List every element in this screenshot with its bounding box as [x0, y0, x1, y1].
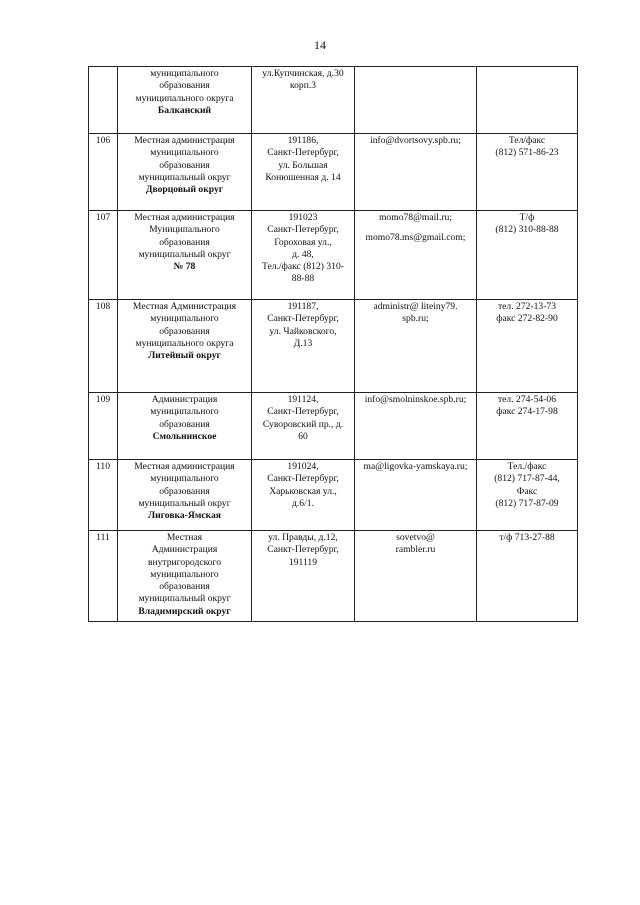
- address-line: 191187,: [287, 301, 319, 312]
- address-line: Санкт-Петербург,: [267, 406, 339, 418]
- phone-line: Тел./факс: [507, 461, 547, 472]
- name-line: Администрация: [151, 394, 218, 405]
- name-line: образования: [159, 325, 210, 337]
- address-cell: [252, 531, 355, 622]
- email-address: momo78.ms@gmail.com;: [365, 232, 466, 244]
- address-line: Тел./факс (812) 310-: [262, 261, 344, 273]
- name-line: муниципальный округ: [138, 248, 231, 260]
- phone-line: факс 274-17-98: [496, 406, 558, 418]
- address-line: д.6/1.: [292, 497, 314, 509]
- administrations-table: [88, 66, 578, 622]
- administration-name-cell: [118, 300, 252, 393]
- name-line: Местная администрация: [134, 212, 235, 223]
- address-line: ул. Чайковского,: [269, 325, 337, 337]
- email-address: info@smolninskoe.spb.ru;: [364, 394, 467, 405]
- name-line: муниципальный округ: [138, 497, 231, 509]
- name-line: Местная администрация: [134, 135, 235, 146]
- name-line: муниципального: [150, 68, 219, 79]
- address-line: 191186,: [287, 135, 319, 146]
- address-line: Санкт-Петербург,: [267, 544, 339, 556]
- name-line: образования: [159, 159, 210, 171]
- page-number: 14: [314, 38, 326, 52]
- address-line: ул. Правды, д.12,: [268, 532, 338, 543]
- address-line: Суворовский пр., д.: [262, 418, 344, 430]
- phone-line: т/ф 713-27-88: [499, 532, 555, 543]
- name-line: муниципального округа: [135, 337, 234, 349]
- email-cell: [355, 393, 477, 460]
- administration-name-cell: [118, 67, 252, 134]
- row-number: 107: [89, 211, 118, 300]
- email-cell: [355, 460, 477, 531]
- district-name: Лиговка-Ямская: [148, 510, 221, 522]
- name-line: муниципального: [150, 406, 219, 418]
- district-name: Балканский: [157, 104, 212, 116]
- name-line: Местная Администрация: [132, 301, 237, 312]
- address-line: 191024,: [287, 461, 319, 472]
- phone-cell: [477, 393, 578, 460]
- name-line: муниципального: [150, 147, 219, 159]
- address-line: Санкт-Петербург,: [267, 313, 339, 325]
- administration-name-cell: [118, 211, 252, 300]
- address-line: Санкт-Петербург,: [267, 147, 339, 159]
- name-line: Местная: [166, 532, 203, 543]
- row-number: 111: [89, 531, 118, 622]
- name-line: образования: [159, 485, 210, 497]
- address-cell: [252, 211, 355, 300]
- email-address: momo78@mail.ru;: [378, 212, 453, 223]
- address-line: Санкт-Петербург,: [267, 473, 339, 485]
- name-line: муниципального округа: [135, 92, 234, 104]
- email-address: rambler.ru: [395, 544, 436, 556]
- name-line: Администрация: [151, 544, 218, 556]
- table-row: [89, 300, 578, 393]
- address-cell: [252, 67, 355, 134]
- name-line: Муниципального: [149, 224, 220, 236]
- phone-cell: [477, 460, 578, 531]
- name-line: муниципального: [150, 568, 219, 580]
- phone-line: (812) 717-87-09: [495, 497, 559, 509]
- name-line: муниципального: [150, 473, 219, 485]
- name-line: образования: [159, 236, 210, 248]
- address-line: Харьковская ул.,: [269, 485, 337, 497]
- email-cell: [355, 67, 477, 134]
- row-number: 110: [89, 460, 118, 531]
- address-line: ул.Купчинская, д.30: [262, 68, 344, 79]
- row-number: 106: [89, 134, 118, 211]
- address-cell: [252, 460, 355, 531]
- address-line: 60: [298, 430, 308, 442]
- administration-name-cell: [118, 393, 252, 460]
- address-line: Гороховая ул.,: [274, 236, 332, 248]
- address-line: ул. Большая: [278, 159, 328, 171]
- address-cell: [252, 393, 355, 460]
- phone-line: (812) 717-87-44,: [494, 473, 560, 485]
- name-line: муниципальный округ: [138, 171, 231, 183]
- table-row: [89, 134, 578, 211]
- name-line: образования: [159, 80, 210, 92]
- email-address: spb.ru;: [402, 313, 429, 325]
- phone-line: тел. 272-13-73: [497, 301, 556, 312]
- phone-cell: [477, 531, 578, 622]
- district-name: Смольнинское: [152, 430, 217, 442]
- email-address: ma@ligovka-yamskaya.ru;: [363, 461, 468, 472]
- phone-line: (812) 310-88-88: [495, 224, 559, 236]
- row-number: 108: [89, 300, 118, 393]
- email-cell: [355, 211, 477, 300]
- phone-cell: [477, 134, 578, 211]
- administration-name-cell: [118, 134, 252, 211]
- administration-name-cell: [118, 531, 252, 622]
- name-line: муниципального: [150, 313, 219, 325]
- name-line: образования: [159, 581, 210, 593]
- email-address: administr@ liteiny79.: [373, 301, 458, 312]
- phone-line: тел. 274-54-06: [497, 394, 556, 405]
- district-name: Литейный округ: [148, 350, 221, 362]
- email-cell: [355, 531, 477, 622]
- address-line: 191124,: [287, 394, 319, 405]
- address-cell: [252, 134, 355, 211]
- phone-cell: [477, 300, 578, 393]
- row-number: 109: [89, 393, 118, 460]
- district-name: Дворцовый округ: [145, 184, 224, 196]
- name-line: внутригородского: [147, 556, 222, 568]
- table-row: [89, 67, 578, 134]
- email-cell: [355, 300, 477, 393]
- district-name: Владимирский округ: [138, 605, 231, 617]
- address-line: 88-88: [291, 273, 315, 285]
- address-cell: [252, 300, 355, 393]
- email-cell: [355, 134, 477, 211]
- email-address: sovetvo@: [396, 532, 435, 543]
- phone-line: Тел/факс: [508, 135, 546, 146]
- phone-line: Т/ф: [519, 212, 535, 223]
- address-line: 191119: [288, 556, 318, 568]
- phone-line: (812) 571-86-23: [495, 147, 559, 159]
- address-line: Д.13: [293, 337, 313, 349]
- district-name: № 78: [173, 261, 196, 273]
- email-address: info@dvortsovy.spb.ru;: [370, 135, 461, 146]
- address-line: 191023: [288, 212, 318, 223]
- table-row: [89, 460, 578, 531]
- address-line: корп.3: [289, 80, 317, 92]
- phone-line: Факс: [516, 485, 538, 497]
- phone-cell: [477, 211, 578, 300]
- address-line: Конюшенная д. 14: [265, 171, 341, 183]
- name-line: муниципальный округ: [138, 593, 231, 605]
- administration-name-cell: [118, 460, 252, 531]
- address-line: д. 48,: [292, 248, 314, 260]
- phone-line: факс 272-82-90: [496, 313, 558, 325]
- name-line: Местная администрация: [134, 461, 235, 472]
- address-line: Санкт-Петербург,: [267, 224, 339, 236]
- table-row: [89, 211, 578, 300]
- phone-cell: [477, 67, 578, 134]
- name-line: образования: [159, 418, 210, 430]
- row-number: [89, 67, 118, 134]
- table-row: [89, 393, 578, 460]
- table-row: [89, 531, 578, 622]
